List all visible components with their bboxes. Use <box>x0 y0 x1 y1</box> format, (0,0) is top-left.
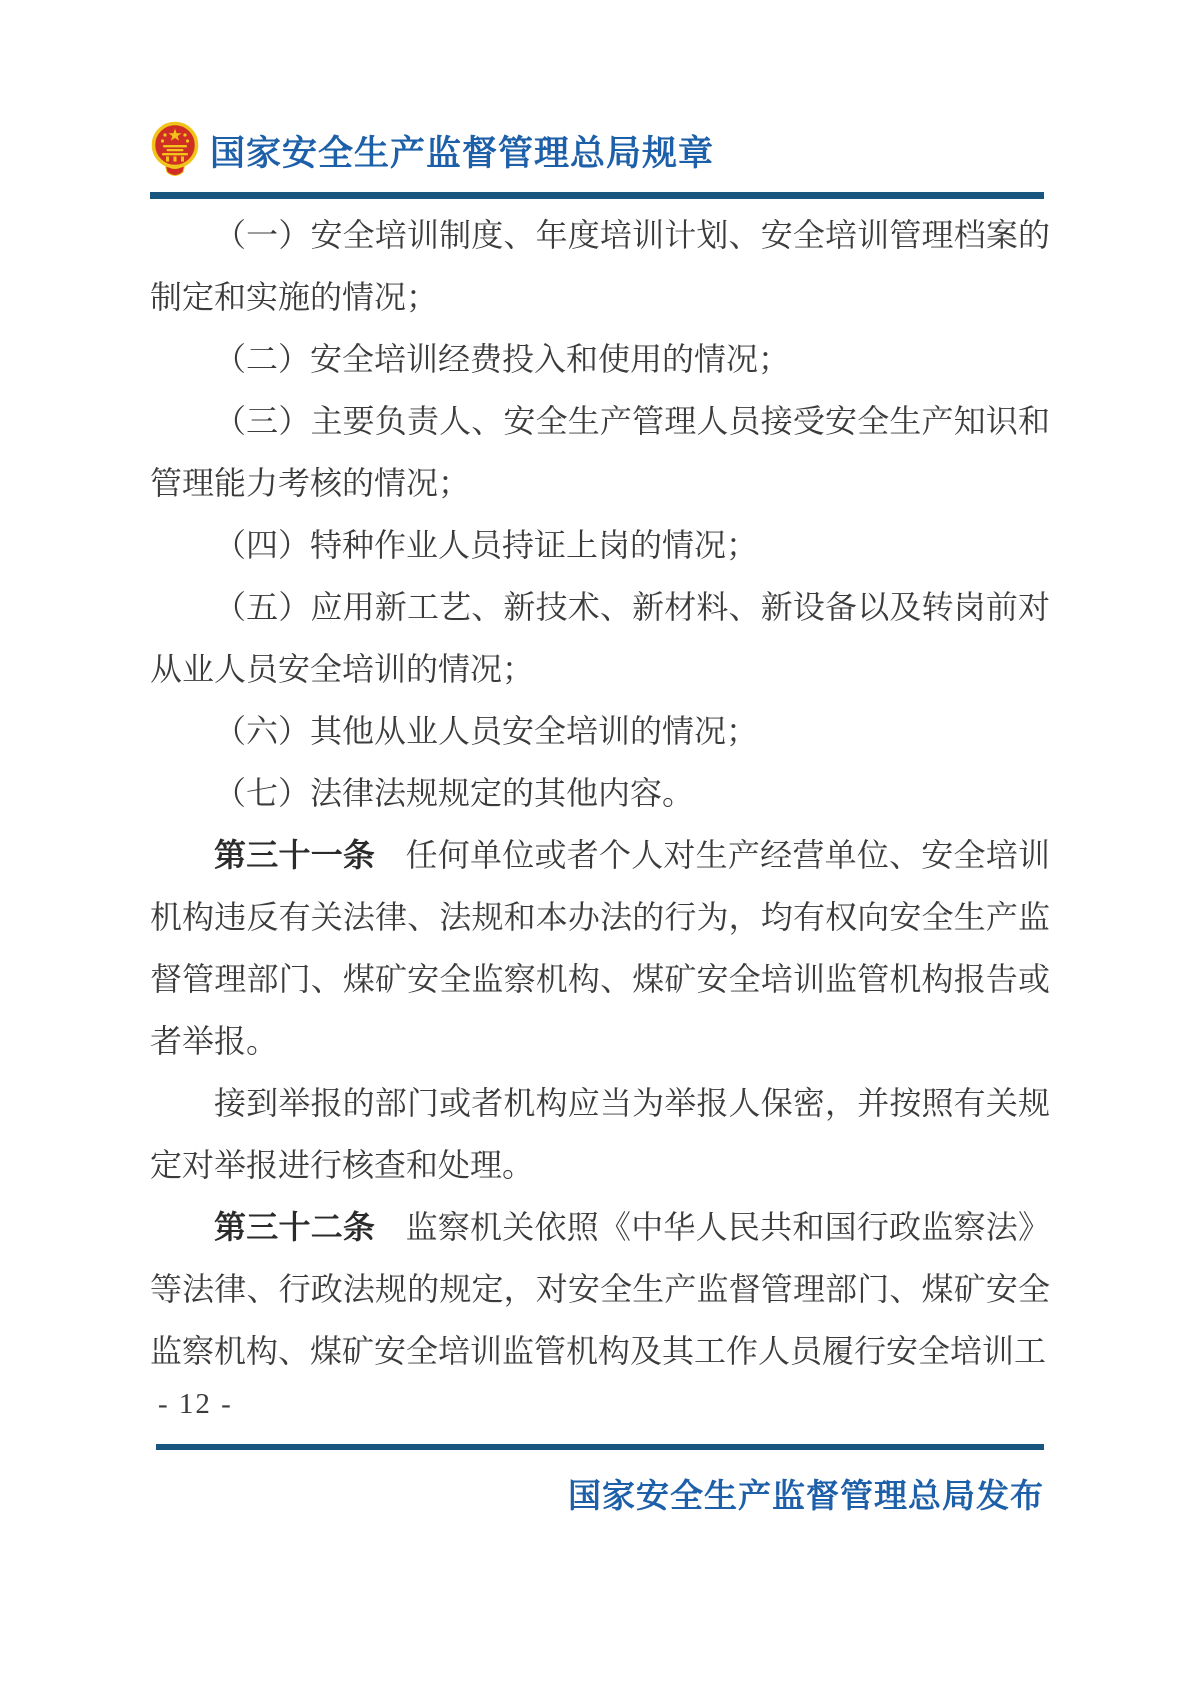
header-rule <box>150 192 1044 199</box>
body-paragraph <box>150 514 1050 576</box>
body-paragraph <box>150 700 1050 762</box>
body-paragraph <box>150 390 1050 514</box>
paragraph-text: （七）法律法规规定的其他内容。 <box>214 775 695 811</box>
paragraph-text: （二）安全培训经费投入和使用的情况； <box>214 341 791 377</box>
paragraph-text: 监察机关依照《中华人民共和国行政监察法》等法律、行政法规的规定，对安全生产监督管理部门、煤矿安全监察机构、煤矿安全培训监管机构及其工作人员履行安全培训工 <box>150 1209 1050 1369</box>
paragraph-text: 接到举报的部门或者机构应当为举报人保密，并按照有关规定对举报进行核查和处理。 <box>150 1085 1050 1183</box>
body-paragraph <box>150 1196 1050 1382</box>
document-body <box>150 204 1050 1382</box>
national-emblem-icon <box>150 120 200 182</box>
paragraph-text: 任何单位或者个人对生产经营单位、安全培训机构违反有关法律、法规和本办法的行为，均有权向安全生产监督管理部门、煤矿安全监察机构、煤矿安全培训监管机构报告或者举报。 <box>150 837 1050 1059</box>
paragraph-text: （四）特种作业人员持证上岗的情况； <box>214 527 759 563</box>
footer-rule <box>156 1444 1044 1450</box>
body-paragraph <box>150 328 1050 390</box>
header-title: 国家安全生产监督管理总局规章 <box>210 134 715 173</box>
page-header <box>150 118 714 184</box>
body-paragraph <box>150 576 1050 700</box>
article-number: 第三十二条 <box>214 1209 376 1245</box>
body-paragraph <box>150 824 1050 1072</box>
body-paragraph <box>150 204 1050 328</box>
body-paragraph <box>150 762 1050 824</box>
paragraph-text: （五）应用新工艺、新技术、新材料、新设备以及转岗前对从业人员安全培训的情况； <box>150 589 1050 687</box>
paragraph-text: （六）其他从业人员安全培训的情况； <box>214 713 759 749</box>
publisher-line: 国家安全生产监督管理总局发布 <box>568 1479 1044 1515</box>
page-number: - 12 - <box>158 1388 233 1420</box>
paragraph-text: （一）安全培训制度、年度培训计划、安全培训管理档案的制定和实施的情况； <box>150 217 1050 315</box>
body-paragraph <box>150 1072 1050 1196</box>
paragraph-text: （三）主要负责人、安全生产管理人员接受安全生产知识和管理能力考核的情况； <box>150 403 1050 501</box>
article-number: 第三十一条 <box>214 837 376 873</box>
